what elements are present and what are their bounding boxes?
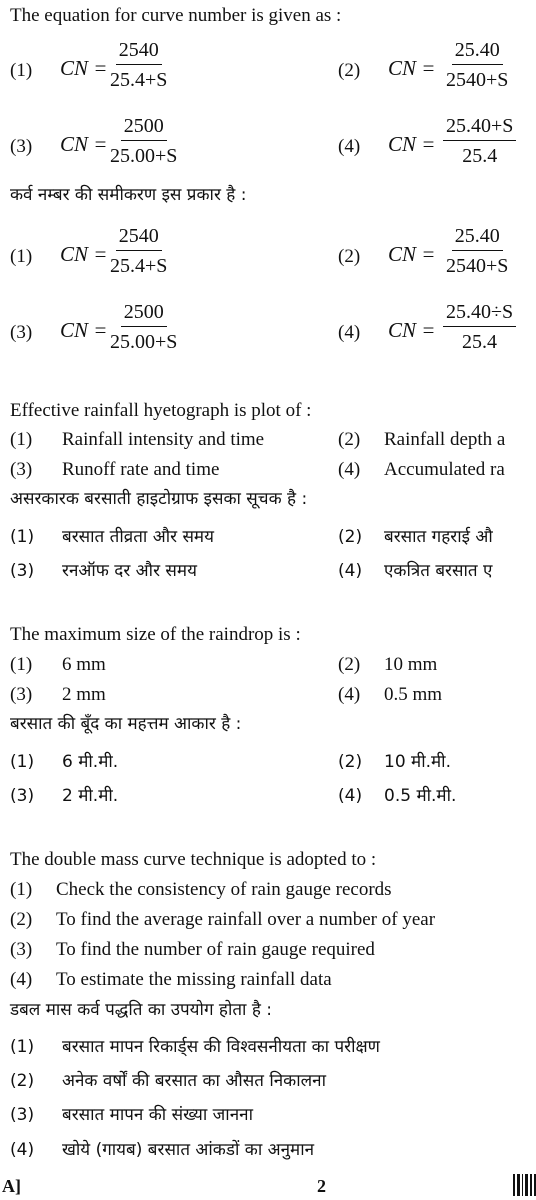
option-text: बरसात गहराई औ xyxy=(384,527,493,547)
option-number: (3) xyxy=(10,684,33,705)
option-number: (4) xyxy=(338,684,361,705)
option-number: (4) xyxy=(338,561,363,581)
option-text: Check the consistency of rain gauge records xyxy=(56,879,392,900)
denominator: 25.4+S xyxy=(110,69,168,91)
fraction xyxy=(443,302,516,352)
numerator: 25.40 xyxy=(452,226,503,251)
q3-hi-option-4 xyxy=(338,788,456,805)
page-number: 2 xyxy=(317,1176,326,1196)
option-text: 2 mm xyxy=(62,684,106,705)
option-text: Rainfall intensity and time xyxy=(62,429,265,450)
denominator: 25.4 xyxy=(462,145,498,167)
q2-hi-option-4 xyxy=(338,563,492,580)
option-number: (4) xyxy=(10,969,33,990)
option-number: (1) xyxy=(10,429,33,450)
q2-option-1 xyxy=(10,430,264,449)
q2-option-2 xyxy=(338,430,505,449)
option-number: (1) xyxy=(10,246,33,267)
fraction xyxy=(446,40,508,90)
denominator: 2540+S xyxy=(446,255,509,277)
fraction xyxy=(110,226,167,276)
option-text: 10 mm xyxy=(384,654,438,675)
q2-option-4 xyxy=(338,460,505,479)
numerator: 2540 xyxy=(116,226,162,251)
cn-label: CN = xyxy=(388,318,436,342)
fraction xyxy=(110,302,177,352)
option-number: (2) xyxy=(10,1071,35,1091)
option-number: (1) xyxy=(10,654,33,675)
cn-label: CN = xyxy=(60,318,108,342)
q3-option-1 xyxy=(10,655,106,674)
option-number: (4) xyxy=(338,136,361,157)
q3-option-4 xyxy=(338,685,442,704)
option-text: अनेक वर्षों की बरसात का औसत निकालना xyxy=(62,1071,326,1091)
q4-stem-en: The double mass curve technique is adopted to : xyxy=(10,849,377,870)
option-number: (3) xyxy=(10,786,35,806)
option-text: बरसात मापन की संख्या जानना xyxy=(62,1105,253,1125)
option-text: खोये (गायब) बरसात आंकडों का अनुमान xyxy=(62,1140,315,1160)
q2-option-3 xyxy=(10,460,219,479)
q4-stem-hi: डबल मास कर्व पद्धति का उपयोग होता है : xyxy=(10,1000,273,1020)
cn-label: CN = xyxy=(60,56,108,80)
q3-stem-en: The maximum size of the raindrop is : xyxy=(10,624,301,645)
paper-code: A] xyxy=(2,1176,21,1196)
cn-label: CN = xyxy=(388,132,436,156)
option-number: (2) xyxy=(338,654,361,675)
fraction xyxy=(110,40,167,90)
option-number: (3) xyxy=(10,1105,35,1125)
numerator: 2500 xyxy=(121,302,167,327)
fraction xyxy=(446,226,508,276)
cn-label: CN = xyxy=(388,56,436,80)
q2-stem-en: Effective rainfall hyetograph is plot of : xyxy=(10,400,312,421)
fraction xyxy=(443,116,516,166)
option-text: 6 mm xyxy=(62,654,106,675)
q4-option-2 xyxy=(10,910,435,929)
option-number: (4) xyxy=(338,322,361,343)
denominator: 25.4 xyxy=(462,331,498,353)
option-number: (2) xyxy=(338,246,361,267)
option-text: 0.5 मी.मी. xyxy=(384,786,457,806)
q2-stem-hi: असरकारक बरसाती हाइटोग्राफ इसका सूचक है : xyxy=(10,489,308,509)
option-number: (2) xyxy=(10,909,33,930)
q2-hi-option-2 xyxy=(338,529,493,546)
option-text: 0.5 mm xyxy=(384,684,443,705)
option-number: (3) xyxy=(10,136,33,157)
numerator: 2540 xyxy=(116,40,162,65)
option-text: एकत्रित बरसात ए xyxy=(384,561,493,581)
option-text: To estimate the missing rainfall data xyxy=(56,969,332,990)
q4-option-3 xyxy=(10,940,375,959)
q2-hi-option-1 xyxy=(10,529,214,546)
option-number: (3) xyxy=(10,459,33,480)
q4-hi-option-1 xyxy=(10,1039,380,1056)
numerator: 25.40÷S xyxy=(443,302,516,327)
option-number: (3) xyxy=(10,561,35,581)
option-number: (1) xyxy=(10,527,35,547)
numerator: 2500 xyxy=(121,116,167,141)
q4-hi-option-3 xyxy=(10,1107,253,1124)
option-number: (2) xyxy=(338,527,363,547)
option-text: To find the number of rain gauge required xyxy=(56,939,375,960)
cn-label: CN = xyxy=(60,242,108,266)
option-number: (3) xyxy=(10,939,33,960)
option-number: (2) xyxy=(338,752,363,772)
option-number: (4) xyxy=(10,1140,35,1160)
option-number: (4) xyxy=(338,459,361,480)
option-number: (2) xyxy=(338,60,361,81)
option-number: (1) xyxy=(10,752,35,772)
q3-option-2 xyxy=(338,655,437,674)
option-text: Runoff rate and time xyxy=(62,459,220,480)
q3-stem-hi: बरसात की बूँद का महत्तम आकार है : xyxy=(10,714,242,734)
denominator: 2540+S xyxy=(446,69,509,91)
option-number: (3) xyxy=(10,322,33,343)
fraction xyxy=(110,116,177,166)
option-text: 6 मी.मी. xyxy=(62,752,119,772)
q1-stem-en: The equation for curve number is given as : xyxy=(10,5,342,26)
option-number: (2) xyxy=(338,429,361,450)
option-number: (1) xyxy=(10,1037,35,1057)
q2-hi-option-3 xyxy=(10,563,197,580)
q4-option-4 xyxy=(10,970,332,989)
q1-stem-hi: कर्व नम्बर की समीकरण इस प्रकार है : xyxy=(10,185,247,205)
option-text: 10 मी.मी. xyxy=(384,752,451,772)
option-number: (4) xyxy=(338,786,363,806)
option-text: 2 मी.मी. xyxy=(62,786,119,806)
q3-option-3 xyxy=(10,685,106,704)
option-text: रनऑफ दर और समय xyxy=(62,561,197,581)
q4-hi-option-2 xyxy=(10,1073,326,1090)
cn-label: CN = xyxy=(388,242,436,266)
option-number: (1) xyxy=(10,879,33,900)
cn-label: CN = xyxy=(60,132,108,156)
q3-hi-option-2 xyxy=(338,754,451,771)
q4-hi-option-4 xyxy=(10,1142,314,1159)
option-text: Accumulated ra xyxy=(384,459,505,480)
option-text: To find the average rainfall over a number of year xyxy=(56,909,436,930)
q4-option-1 xyxy=(10,880,392,899)
denominator: 25.00+S xyxy=(110,331,178,353)
denominator: 25.00+S xyxy=(110,145,178,167)
numerator: 25.40 xyxy=(452,40,503,65)
option-text: बरसात मापन रिकार्ड्स की विश्वसनीयता का परीक्षण xyxy=(62,1037,380,1057)
option-text: बरसात तीव्रता और समय xyxy=(62,527,214,547)
option-text: Rainfall depth a xyxy=(384,429,506,450)
option-number: (1) xyxy=(10,60,33,81)
q3-hi-option-3 xyxy=(10,788,118,805)
q3-hi-option-1 xyxy=(10,754,118,771)
numerator: 25.40+S xyxy=(443,116,516,141)
denominator: 25.4+S xyxy=(110,255,168,277)
barcode-icon xyxy=(513,1174,536,1196)
